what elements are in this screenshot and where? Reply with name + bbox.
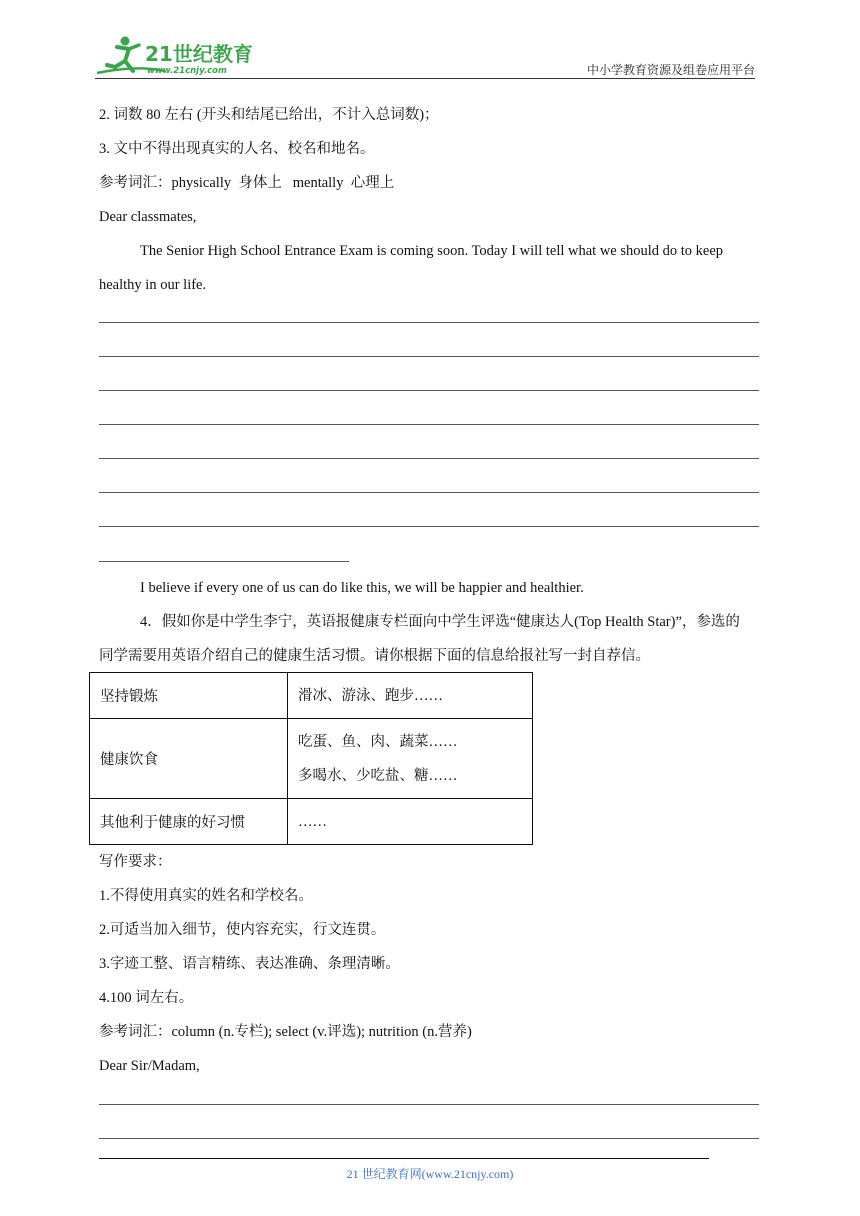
task4-greeting: Dear Sir/Madam, [99, 1058, 200, 1074]
table-label-cell: 坚持锻炼 [90, 673, 288, 719]
table-content-line: 多喝水、少吃盐、糖…… [298, 767, 458, 784]
task4-requirements-title: 写作要求： [99, 854, 172, 870]
writing-line [99, 1104, 759, 1105]
task3-opening-line-2: healthy in our life. [99, 277, 207, 293]
footer-divider [99, 1158, 709, 1159]
task3-closing: I believe if every one of us can do like this, we will be happier and healthier. [140, 580, 584, 596]
writing-line [99, 1138, 759, 1139]
logo-wordmark: 21世纪教育 [145, 42, 253, 66]
table-content-line: 滑冰、游泳、跑步…… [298, 687, 443, 704]
task3-vocab: 参考词汇：physically 身体上 mentally 心理上 [99, 175, 395, 191]
writing-line [99, 458, 759, 459]
table-row [90, 799, 533, 845]
writing-line [99, 322, 759, 323]
footer-text: 21 世纪教育网(www.21cnjy.com) [346, 1167, 514, 1181]
table-content-line: 吃蛋、鱼、肉、蔬菜…… [298, 733, 458, 750]
table-label-cell: 其他利于健康的好习惯 [90, 799, 288, 845]
writing-line [99, 424, 759, 425]
writing-line [99, 390, 759, 391]
table-content-line: …… [298, 813, 327, 830]
table-row [90, 673, 533, 719]
task4-requirement-3: 3.字迹工整、语言精练、表达准确、条理清晰。 [99, 956, 400, 972]
table-row [90, 719, 533, 799]
task3-requirement-3: 3. 文中不得出现真实的人名、校名和地名。 [99, 141, 375, 157]
task4-vocab: 参考词汇：column (n.专栏); select (v.评选); nutrition (n.营养) [99, 1024, 472, 1040]
table-content-cell [288, 673, 533, 719]
header-divider [95, 78, 755, 79]
task4-requirement-1: 1.不得使用真实的姓名和学校名。 [99, 888, 313, 904]
table-label-cell: 健康饮食 [90, 719, 288, 799]
task4-requirement-4: 4.100 词左右。 [99, 990, 194, 1006]
writing-line [99, 356, 759, 357]
writing-line [99, 492, 759, 493]
writing-line [99, 526, 759, 527]
site-logo [95, 33, 265, 77]
task4-prompt-line-2: 同学需要用英语介绍自己的健康生活习惯。请你根据下面的信息给报社写一封自荐信。 [99, 648, 650, 664]
task3-greeting: Dear classmates, [99, 209, 197, 225]
habits-table [89, 672, 533, 845]
task4-requirement-2: 2.可适当加入细节，使内容充实，行文连贯。 [99, 922, 386, 938]
task4-prompt-line-1: 4．假如你是中学生李宁，英语报健康专栏面向中学生评选“健康达人(Top Health Star)”，参选的 [140, 614, 740, 630]
page-header [95, 33, 755, 79]
header-platform-title: 中小学教育资源及组卷应用平台 [586, 63, 755, 77]
task3-requirement-2: 2. 词数 80 左右 (开头和结尾已给出，不计入总词数)； [99, 107, 439, 123]
task3-opening-line-1: The Senior High School Entrance Exam is coming soon. Today I will tell what we should do to keep [140, 243, 724, 259]
table-content-cell [288, 719, 533, 799]
logo-url: www.21cnjy.com [147, 66, 227, 76]
writing-line-short [99, 561, 349, 562]
table-content-cell [288, 799, 533, 845]
